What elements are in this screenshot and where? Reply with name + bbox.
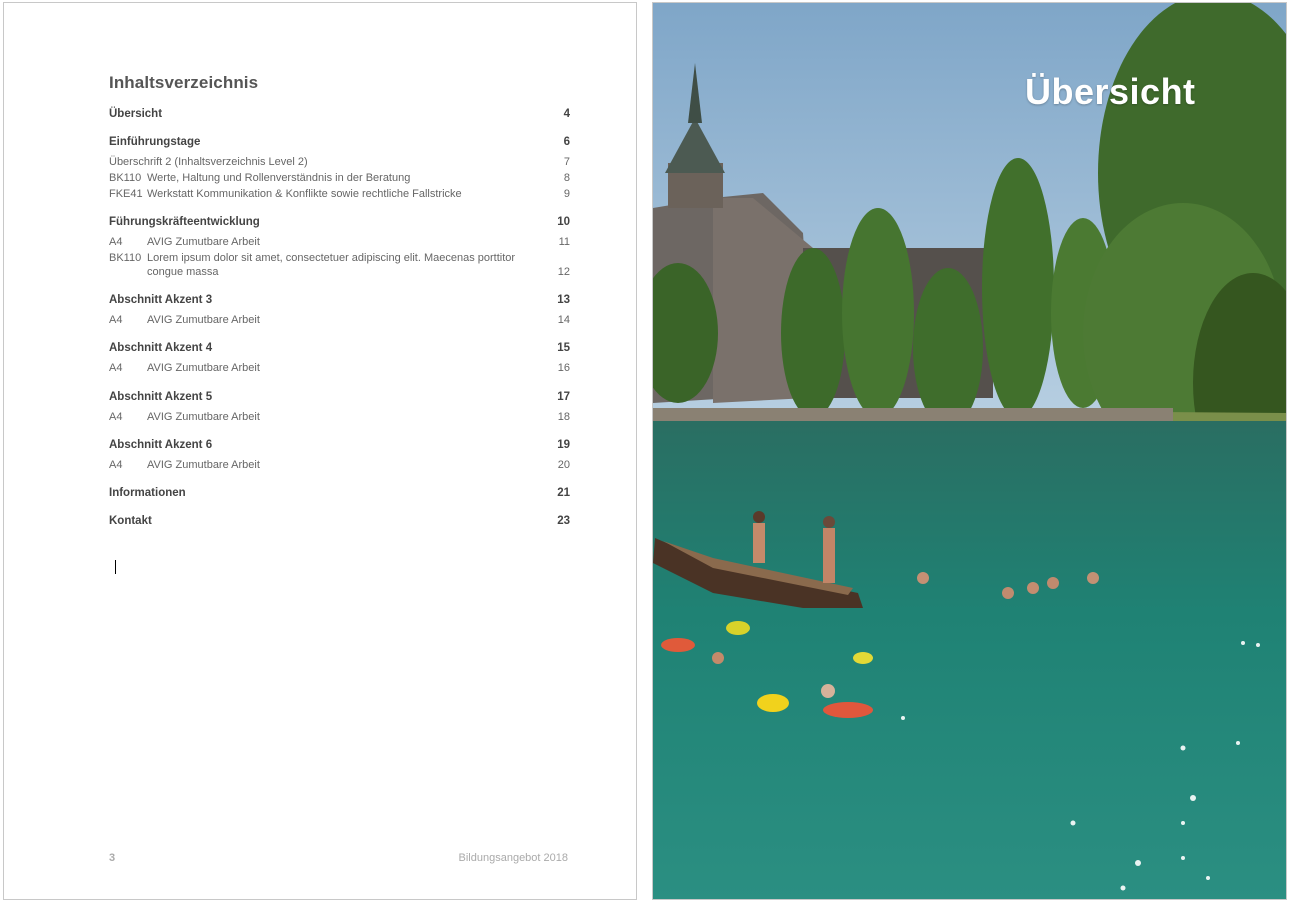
toc-entry-level1[interactable] bbox=[109, 293, 570, 307]
toc-entry-level2[interactable] bbox=[109, 458, 570, 472]
toc-entry-code: A4 bbox=[109, 236, 123, 248]
right-page bbox=[652, 2, 1287, 900]
toc-entry-title: Abschnitt Akzent 5 bbox=[109, 391, 213, 403]
toc-entry-level2[interactable] bbox=[109, 187, 570, 201]
toc-entry-level1[interactable] bbox=[109, 215, 570, 229]
toc-entry-page: 13 bbox=[557, 294, 570, 306]
toc-entry-code: FKE41 bbox=[109, 188, 143, 200]
toc-entry-title: Informationen bbox=[109, 487, 186, 499]
toc-entry-level1[interactable] bbox=[109, 390, 570, 404]
toc-entry-level2[interactable] bbox=[109, 251, 570, 279]
toc-entry-title: AVIG Zumutbare Arbeit bbox=[147, 411, 260, 423]
toc-entry-title: Abschnitt Akzent 6 bbox=[109, 439, 213, 451]
toc-entry-code: A4 bbox=[109, 362, 123, 374]
left-page bbox=[3, 2, 637, 900]
cover-photo bbox=[653, 3, 1287, 900]
toc-entry-title: Überschrift 2 (Inhaltsverzeichnis Level 2) bbox=[109, 156, 308, 168]
toc-entry-code: BK110 bbox=[109, 172, 142, 184]
toc-entry-page: 7 bbox=[563, 156, 570, 168]
toc-entry-page: 11 bbox=[558, 236, 570, 248]
toc-entry-page: 19 bbox=[557, 439, 570, 451]
toc-entry-code: A4 bbox=[109, 314, 123, 326]
toc-entry-page: 17 bbox=[557, 391, 570, 403]
text-cursor bbox=[115, 560, 116, 574]
toc-entry-title: Abschnitt Akzent 3 bbox=[109, 294, 213, 306]
toc-entry-title: Werkstatt Kommunikation & Konflikte sowie rechtliche Fallstricke bbox=[147, 188, 462, 200]
toc-entry-level1[interactable] bbox=[109, 486, 570, 500]
toc-entry-title: AVIG Zumutbare Arbeit bbox=[147, 459, 260, 471]
toc-entry-page: 18 bbox=[557, 411, 570, 423]
toc-entry-page: 10 bbox=[557, 216, 570, 228]
toc-heading: Inhaltsverzeichnis bbox=[109, 73, 259, 92]
toc-entry-title: Abschnitt Akzent 4 bbox=[109, 342, 213, 354]
toc-entry-page: 4 bbox=[563, 108, 570, 120]
toc-entry-page: 8 bbox=[563, 172, 570, 184]
toc-entry-page: 23 bbox=[557, 515, 570, 527]
photo-title: Übersicht bbox=[1025, 71, 1196, 112]
toc-entry-level2[interactable] bbox=[109, 410, 570, 424]
toc-entry-page: 6 bbox=[563, 136, 570, 148]
toc-entry-page: 16 bbox=[557, 362, 570, 374]
toc-entry-title: Einführungstage bbox=[109, 136, 201, 148]
toc-entry-code: A4 bbox=[109, 459, 123, 471]
toc-entry-title: AVIG Zumutbare Arbeit bbox=[147, 314, 260, 326]
toc-entry-title: Kontakt bbox=[109, 515, 152, 527]
toc-entry-level2[interactable] bbox=[109, 155, 570, 169]
toc-entry-title: AVIG Zumutbare Arbeit bbox=[147, 236, 260, 248]
toc-entry-title: Übersicht bbox=[109, 108, 163, 120]
toc-entry-level2[interactable] bbox=[109, 235, 570, 249]
toc-entry-title: Werte, Haltung und Rollenverständnis in der Beratung bbox=[147, 172, 411, 184]
toc-entry-page: 20 bbox=[557, 459, 570, 471]
toc-entry-code: BK110 bbox=[109, 252, 142, 264]
toc-entry-level1[interactable] bbox=[109, 135, 570, 149]
toc-entry-title: AVIG Zumutbare Arbeit bbox=[147, 362, 260, 374]
toc-entry-level2[interactable] bbox=[109, 313, 570, 327]
toc-entry-title: Führungskräfteentwicklung bbox=[109, 216, 260, 228]
toc-entry-level1[interactable] bbox=[109, 341, 570, 355]
toc-entry-code: A4 bbox=[109, 411, 123, 423]
toc-entry-page: 21 bbox=[557, 487, 570, 499]
toc-entry-level1[interactable] bbox=[109, 107, 570, 121]
toc-entry-page: 14 bbox=[557, 314, 570, 326]
toc-entry-page: 12 bbox=[557, 266, 570, 278]
toc-entry-level1[interactable] bbox=[109, 514, 570, 528]
toc-entry-page: 9 bbox=[563, 188, 570, 200]
toc-entry-page: 15 bbox=[557, 342, 570, 354]
toc-entry-level1[interactable] bbox=[109, 438, 570, 452]
footer-page-number: 3 bbox=[109, 852, 116, 864]
toc-entry-level2[interactable] bbox=[109, 171, 570, 185]
toc-entry-level2[interactable] bbox=[109, 361, 570, 375]
footer-publication: Bildungsangebot 2018 bbox=[458, 852, 568, 864]
toc-entry-title: Lorem ipsum dolor sit amet, consectetuer adipiscing elit. Maecenas porttitor congue massa bbox=[147, 252, 516, 278]
